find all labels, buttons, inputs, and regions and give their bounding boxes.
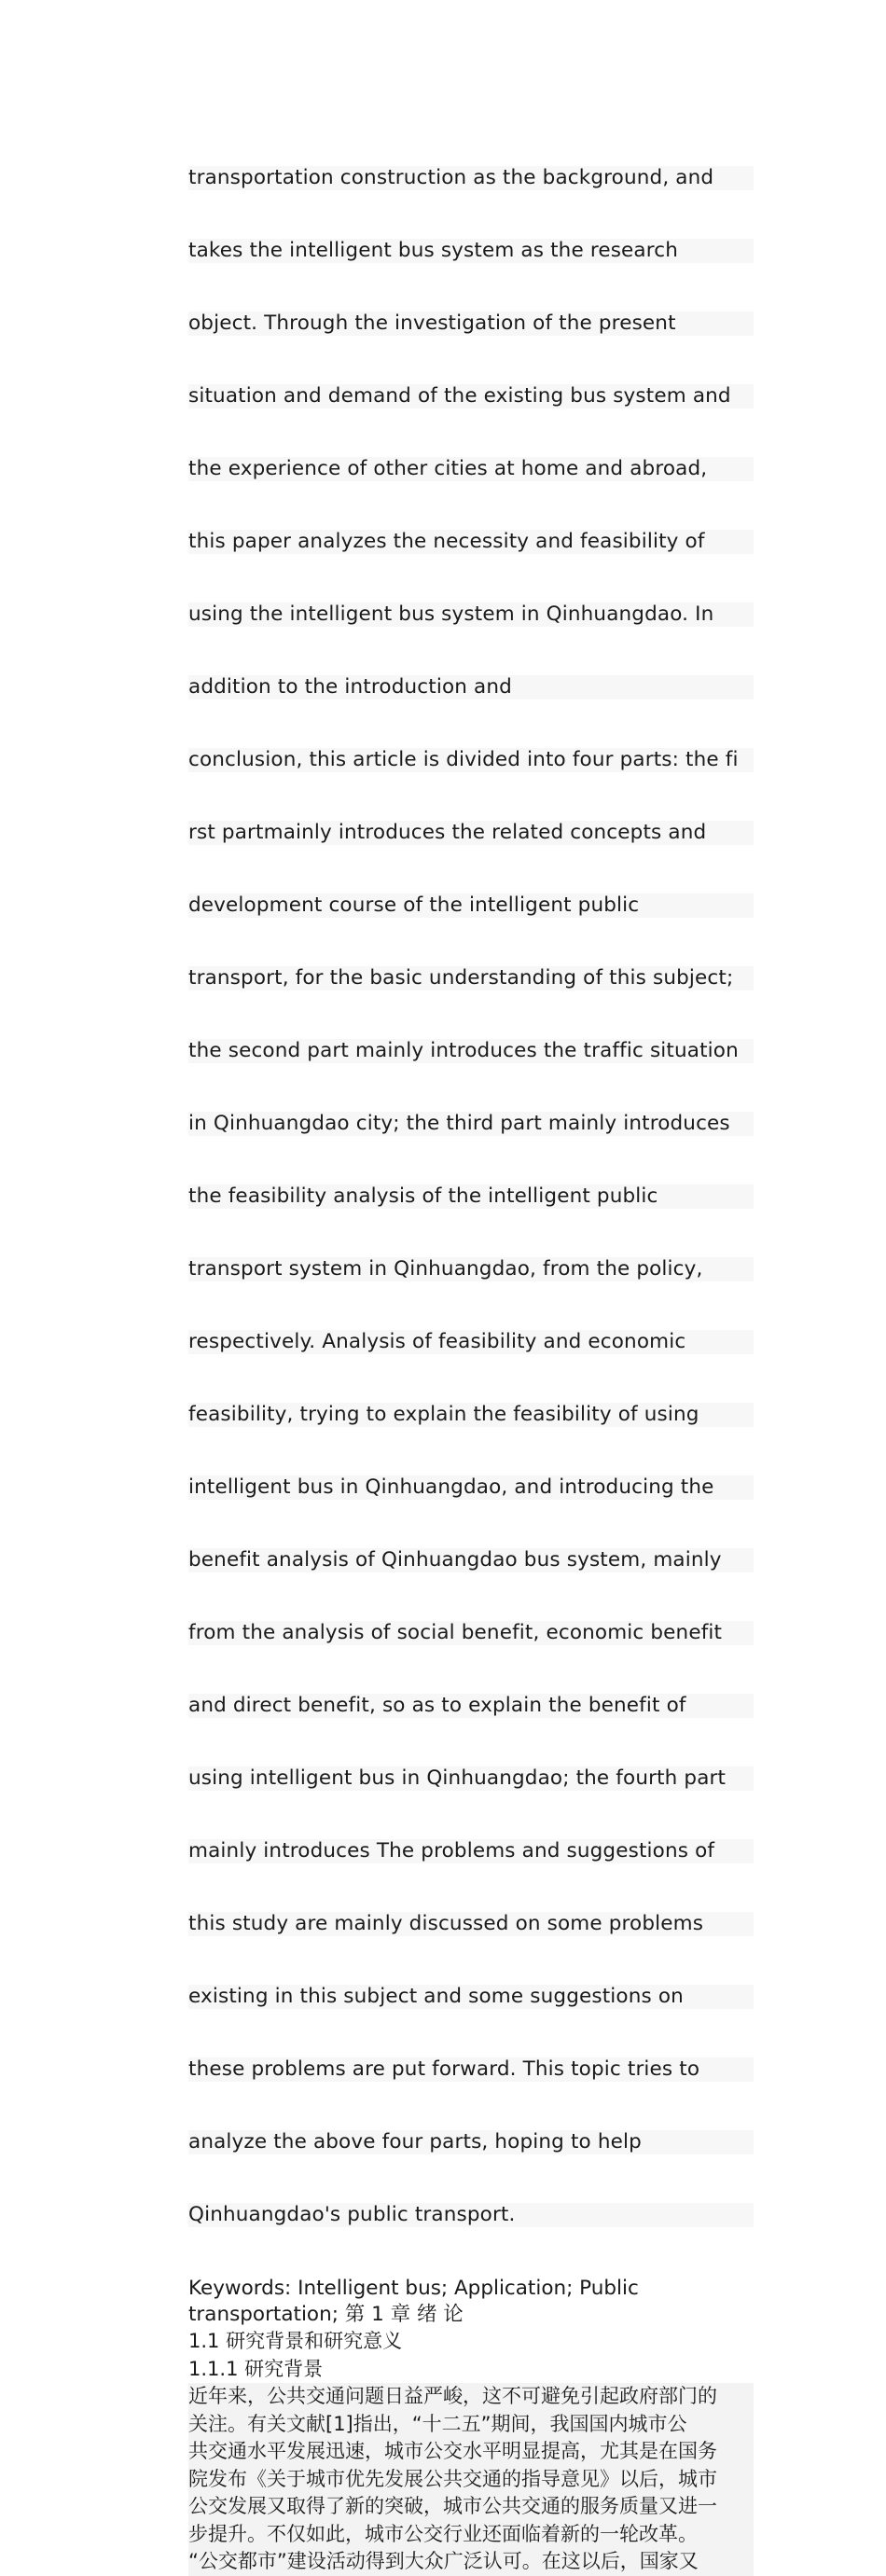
abstract-line: intelligent bus in Qinhuangdao, and introducing the xyxy=(188,1475,754,1500)
abstract-line: the second part mainly introduces the traffic situation xyxy=(188,1039,754,1063)
body-line: 关注。有关文献[1]指出，“十二五”期间，我国国内城市公 xyxy=(188,2411,754,2439)
abstract-line: transport system in Qinhuangdao, from the policy, xyxy=(188,1257,754,1281)
abstract-line: these problems are put forward. This topic tries to xyxy=(188,2057,754,2082)
abstract-line: from the analysis of social benefit, economic benefit xyxy=(188,1621,754,1645)
abstract-line: this paper analyzes the necessity and feasibility of xyxy=(188,530,754,554)
abstract-line: analyze the above four parts, hoping to help xyxy=(188,2130,754,2154)
keywords-line: transportation; 第 1 章 绪 论 xyxy=(188,2303,464,2326)
abstract-line: the experience of other cities at home and abroad, xyxy=(188,457,754,481)
subsection-heading: 1.1.1 研究背景 xyxy=(188,2357,324,2380)
abstract-line: takes the intelligent bus system as the research xyxy=(188,239,754,263)
abstract-line: in Qinhuangdao city; the third part mainly introduces xyxy=(188,1112,754,1136)
body-line: “公交都市”建设活动得到大众广泛认可。在这以后，国家又 xyxy=(188,2548,754,2576)
abstract-line: transport, for the basic understanding of this subject; xyxy=(188,966,754,990)
abstract-line: respectively. Analysis of feasibility and economic xyxy=(188,1330,754,1354)
abstract-line: conclusion, this article is divided into four parts: the fi xyxy=(188,748,754,772)
abstract-line: existing in this subject and some suggestions on xyxy=(188,1985,754,2009)
abstract-line: benefit analysis of Qinhuangdao bus system, mainly xyxy=(188,1548,754,1572)
abstract-line: and direct benefit, so as to explain the benefit of xyxy=(188,1694,754,1718)
section-heading: 1.1 研究背景和研究意义 xyxy=(188,2330,403,2352)
keywords-paragraph xyxy=(188,2276,754,2328)
body-line: 公交发展又取得了新的突破，城市公共交通的服务质量又进一 xyxy=(188,2493,754,2521)
body-line: 共交通水平发展迅速，城市公交水平明显提高，尤其是在国务 xyxy=(188,2438,754,2466)
abstract-line: this study are mainly discussed on some problems xyxy=(188,1912,754,1936)
abstract-line: development course of the intelligent public xyxy=(188,893,754,918)
abstract-line: Qinhuangdao's public transport. xyxy=(188,2203,754,2227)
abstract-line: object. Through the investigation of the present xyxy=(188,312,754,336)
abstract-line: situation and demand of the existing bus system and xyxy=(188,384,754,409)
abstract-line: using the intelligent bus system in Qinhuangdao. In xyxy=(188,602,754,627)
abstract-line: mainly introduces The problems and suggestions of xyxy=(188,1839,754,1863)
abstract-line: rst partmainly introduces the related concepts and xyxy=(188,821,754,845)
document-page xyxy=(188,118,754,2576)
body-line: 院发布《关于城市优先发展公共交通的指导意见》以后，城市 xyxy=(188,2466,754,2494)
abstract-line: addition to the introduction and xyxy=(188,675,754,699)
body-line: 步提升。不仅如此，城市公交行业还面临着新的一轮改革。 xyxy=(188,2521,754,2549)
abstract-line: using intelligent bus in Qinhuangdao; the fourth part xyxy=(188,1766,754,1791)
abstract-line: transportation construction as the background, and xyxy=(188,166,754,190)
abstract-line: feasibility, trying to explain the feasibility of using xyxy=(188,1403,754,1427)
keywords-line: Keywords: Intelligent bus; Application; Public xyxy=(188,2277,639,2300)
body-paragraph xyxy=(188,2383,754,2576)
body-line: 近年来，公共交通问题日益严峻，这不可避免引起政府部门的 xyxy=(188,2383,754,2411)
abstract-paragraph xyxy=(188,118,754,2276)
abstract-line: the feasibility analysis of the intelligent public xyxy=(188,1184,754,1209)
